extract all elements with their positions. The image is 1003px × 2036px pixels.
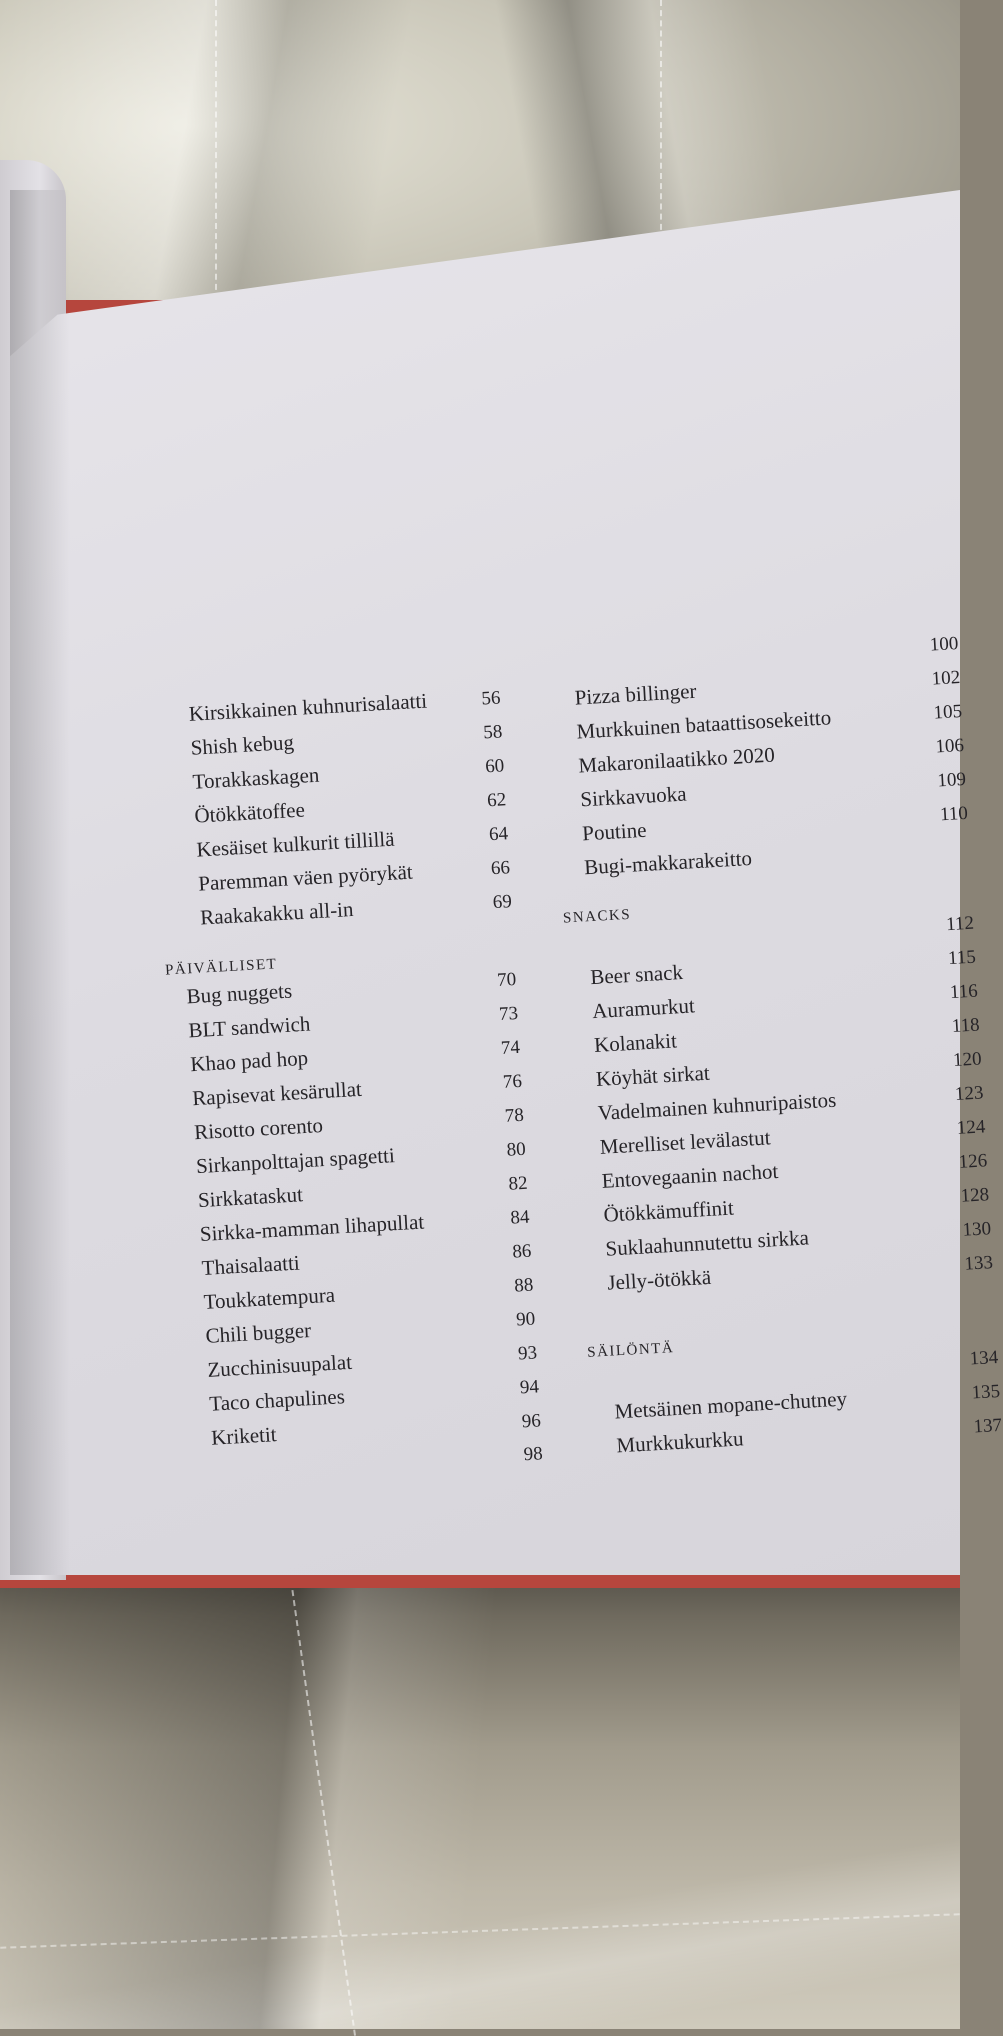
entry-page-number: 134 <box>969 1346 999 1370</box>
entry-page-number: 106 <box>934 734 965 758</box>
entry-page-number: 98 <box>523 1443 544 1466</box>
entry-page-number: 58 <box>482 721 503 744</box>
entry-title: Pizza billinger <box>574 678 698 710</box>
entry-title: Shish kebug <box>190 730 295 760</box>
section-heading: SÄILÖNTÄ <box>586 1340 675 1361</box>
entry-title: Beer snack <box>589 959 684 990</box>
entry-title: Entovegaanin nachot <box>601 1158 779 1193</box>
entry-page-number: 94 <box>519 1376 540 1399</box>
entry-page-number: 133 <box>963 1252 994 1275</box>
section-heading: SNACKS <box>562 906 632 927</box>
entry-page-number: 123 <box>954 1082 984 1105</box>
entry-page-number: 74 <box>500 1036 521 1059</box>
toc-section-paivalliset <box>165 940 544 1490</box>
entry-title: Sirkkavuoka <box>579 781 688 812</box>
entry-page-number: 124 <box>956 1116 986 1139</box>
entry-title: Sirkkataskut <box>197 1182 304 1213</box>
entry-page-number: 66 <box>490 857 511 880</box>
entry-page-number: 102 <box>931 667 961 690</box>
entry-page-number: 128 <box>960 1184 990 1207</box>
entry-title: Thaisalaatti <box>201 1250 301 1280</box>
entry-title <box>549 671 573 672</box>
entry-page-number: 82 <box>508 1172 529 1195</box>
entry-title: Kesäiset kulkurit tillillä <box>195 826 396 862</box>
entry-page-number: 100 <box>929 633 959 656</box>
entry-page-number: 60 <box>484 755 505 778</box>
entry-page-number: 76 <box>502 1070 523 1093</box>
entry-title <box>565 950 589 951</box>
entry-title: Ötökkätoffee <box>193 797 306 828</box>
entry-title: Paremman väen pyörykät <box>197 859 414 896</box>
entry-title: Makaronilaatikko 2020 <box>577 742 776 778</box>
entry-page-number: 120 <box>952 1048 983 1072</box>
entry-page-number: 88 <box>513 1274 534 1297</box>
toc-list <box>166 962 544 1490</box>
toc-section-sailonta <box>587 1319 1003 1465</box>
entry-page-number: 116 <box>949 980 979 1004</box>
entry-title: Taco chapulines <box>208 1384 346 1416</box>
toc-left-column <box>150 680 544 1489</box>
entry-page-number: 96 <box>521 1410 542 1433</box>
entry-page-number: 105 <box>933 700 963 724</box>
entry-page-number: 110 <box>939 802 969 826</box>
entry-page-number: 135 <box>971 1380 1001 1404</box>
entry-page-number: 73 <box>498 1002 519 1025</box>
entry-page-number: 118 <box>951 1014 981 1038</box>
toc-section-snacks <box>562 885 993 1302</box>
entry-title: Poutine <box>581 817 648 846</box>
entry-title: Bug nuggets <box>185 978 293 1009</box>
entry-page-number: 56 <box>480 687 502 710</box>
entry-page-number: 78 <box>504 1104 525 1127</box>
entry-page-number: 70 <box>496 969 517 992</box>
entry-page-number: 112 <box>945 912 975 936</box>
entry-title: Chili bugger <box>204 1318 312 1348</box>
entry-page-number: 130 <box>961 1218 992 1241</box>
entry-title: Suklaahunnutettu sirkka <box>604 1225 810 1261</box>
entry-title <box>589 1385 613 1386</box>
toc-right-column <box>548 627 1003 1465</box>
entry-title: Murkkuinen bataattisosekeitto <box>575 705 832 744</box>
entry-page-number: 90 <box>515 1308 536 1331</box>
entry-page-number: 126 <box>958 1150 988 1173</box>
entry-page-number: 115 <box>947 946 977 970</box>
entry-title: Jelly-ötökkä <box>606 1264 712 1295</box>
entry-page-number: 137 <box>972 1414 1003 1438</box>
entry-title: Khao pad hop <box>189 1045 309 1077</box>
entry-title: Kolanakit <box>593 1028 678 1058</box>
entry-title: Kirsikkainen kuhnurisalaatti <box>188 688 428 726</box>
entry-page-number: 64 <box>488 823 509 846</box>
entry-page-number: 62 <box>486 789 507 812</box>
entry-title: Risotto corento <box>193 1113 324 1145</box>
entry-title: Merelliset levälastut <box>599 1125 772 1159</box>
entry-title <box>194 1478 214 1479</box>
entry-title: Kriketit <box>210 1422 278 1450</box>
entry-title: Rapisevat kesärullat <box>191 1076 363 1111</box>
entry-title: Raakakakku all-in <box>199 896 355 930</box>
entry-page-number: 109 <box>936 768 967 792</box>
entry-title: Toukkatempura <box>203 1282 336 1314</box>
entry-title: Sirkanpolttajan spagetti <box>195 1143 396 1179</box>
entry-title: Sirkka-mamman lihapullat <box>199 1209 425 1247</box>
entry-title: Ötökkämuffinit <box>602 1195 735 1227</box>
entry-page-number: 80 <box>506 1138 527 1161</box>
toc-list <box>150 680 513 937</box>
entry-page-number: 69 <box>492 891 513 914</box>
entry-title: Metsäinen mopane-chutney <box>613 1386 848 1424</box>
entry-title: Bugi-makkarakeitto <box>583 845 753 880</box>
entry-page-number: 93 <box>517 1342 538 1365</box>
entry-title: Torakkaskagen <box>191 762 320 794</box>
entry-title: BLT sandwich <box>187 1011 311 1043</box>
entry-page-number <box>930 853 970 855</box>
entry-title: Auramurkut <box>591 993 696 1024</box>
entry-title: Zucchinisuupalat <box>206 1349 353 1382</box>
entry-page-number: 84 <box>509 1206 531 1229</box>
toc-list <box>564 907 994 1302</box>
toc-list <box>548 627 971 886</box>
entry-title: Vadelmainen kuhnuripaistos <box>597 1087 837 1125</box>
entry-title: Köyhät sirkat <box>595 1060 711 1091</box>
entry-title: Murkkukurkku <box>615 1426 745 1458</box>
entry-page-number: 86 <box>511 1240 532 1263</box>
section-heading: PÄIVÄLLISET <box>164 956 278 979</box>
